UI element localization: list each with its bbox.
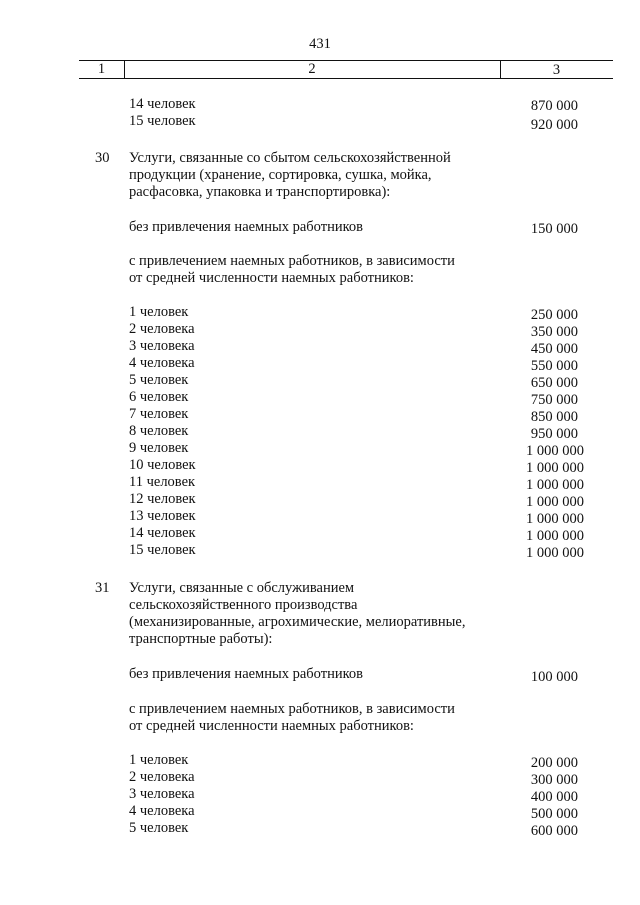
row-label: 5 человек xyxy=(129,372,189,388)
no-hire-value: 100 000 xyxy=(530,669,578,685)
row-value: 950 000 xyxy=(530,426,578,442)
row-value: 600 000 xyxy=(530,823,578,839)
row-label: 15 человек xyxy=(129,542,196,558)
row-label: 6 человек xyxy=(129,389,189,405)
row-value: 400 000 xyxy=(530,789,578,805)
item-number: 31 xyxy=(95,580,110,596)
row-value: 920 000 xyxy=(530,117,578,133)
row-label: 14 человек xyxy=(129,96,196,112)
row-value: 250 000 xyxy=(530,307,578,323)
row-label: 15 человек xyxy=(129,113,196,129)
row-label: 9 человек xyxy=(129,440,189,456)
no-hire-label: без привлечения наемных работников xyxy=(129,219,363,235)
row-value: 1 000 000 xyxy=(526,460,584,476)
header-bottom-rule xyxy=(79,78,613,79)
row-label: 10 человек xyxy=(129,457,196,473)
row-label: 2 человека xyxy=(129,321,195,337)
row-label: 13 человек xyxy=(129,508,196,524)
header-top-rule xyxy=(79,60,613,61)
header-col-2: 2 xyxy=(308,61,316,77)
row-label: 5 человек xyxy=(129,820,189,836)
row-value: 1 000 000 xyxy=(526,443,584,459)
row-value: 1 000 000 xyxy=(526,494,584,510)
hire-intro-line: от средней численности наемных работников: xyxy=(129,718,414,734)
item-title-line: сельскохозяйственного производства xyxy=(129,597,358,613)
row-value: 1 000 000 xyxy=(526,477,584,493)
row-label: 1 человек xyxy=(129,752,189,768)
row-value: 550 000 xyxy=(530,358,578,374)
item-title-line: продукции (хранение, сортировка, сушка, мойка, xyxy=(129,167,432,183)
row-value: 1 000 000 xyxy=(526,511,584,527)
row-label: 12 человек xyxy=(129,491,196,507)
row-label: 4 человека xyxy=(129,355,195,371)
hire-intro-line: с привлечением наемных работников, в зависимости xyxy=(129,701,455,717)
row-value: 500 000 xyxy=(530,806,578,822)
header-col-3: 3 xyxy=(552,62,561,78)
item-title-line: (механизированные, агрохимические, мелиоративные, xyxy=(129,614,466,630)
row-label: 2 человека xyxy=(129,769,195,785)
row-value: 300 000 xyxy=(530,772,578,788)
hire-intro-line: от средней численности наемных работников: xyxy=(129,270,414,286)
row-value: 870 000 xyxy=(530,98,578,114)
row-label: 7 человек xyxy=(129,406,189,422)
page-number: 431 xyxy=(309,36,331,52)
row-value: 450 000 xyxy=(530,341,578,357)
no-hire-label: без привлечения наемных работников xyxy=(129,666,363,682)
row-label: 8 человек xyxy=(129,423,189,439)
row-value: 750 000 xyxy=(530,392,578,408)
row-value: 850 000 xyxy=(530,409,578,425)
no-hire-value: 150 000 xyxy=(530,221,578,237)
item-number: 30 xyxy=(95,150,110,166)
row-label: 14 человек xyxy=(129,525,196,541)
row-value: 650 000 xyxy=(530,375,578,391)
row-label: 3 человека xyxy=(129,338,195,354)
item-title-line: расфасовка, упаковка и транспортировка): xyxy=(129,184,391,200)
hire-intro-line: с привлечением наемных работников, в зависимости xyxy=(129,253,455,269)
row-label: 3 человека xyxy=(129,786,195,802)
row-label: 1 человек xyxy=(129,304,189,320)
row-value: 1 000 000 xyxy=(526,545,584,561)
row-label: 4 человека xyxy=(129,803,195,819)
row-value: 1 000 000 xyxy=(526,528,584,544)
row-label: 11 человек xyxy=(129,474,196,490)
item-title-line: Услуги, связанные с обслуживанием xyxy=(129,580,355,596)
item-title-line: Услуги, связанные со сбытом сельскохозяйственной xyxy=(129,150,451,166)
row-value: 350 000 xyxy=(530,324,578,340)
row-value: 200 000 xyxy=(530,755,578,771)
item-title-line: транспортные работы): xyxy=(129,631,273,647)
header-col-1: 1 xyxy=(97,61,106,77)
